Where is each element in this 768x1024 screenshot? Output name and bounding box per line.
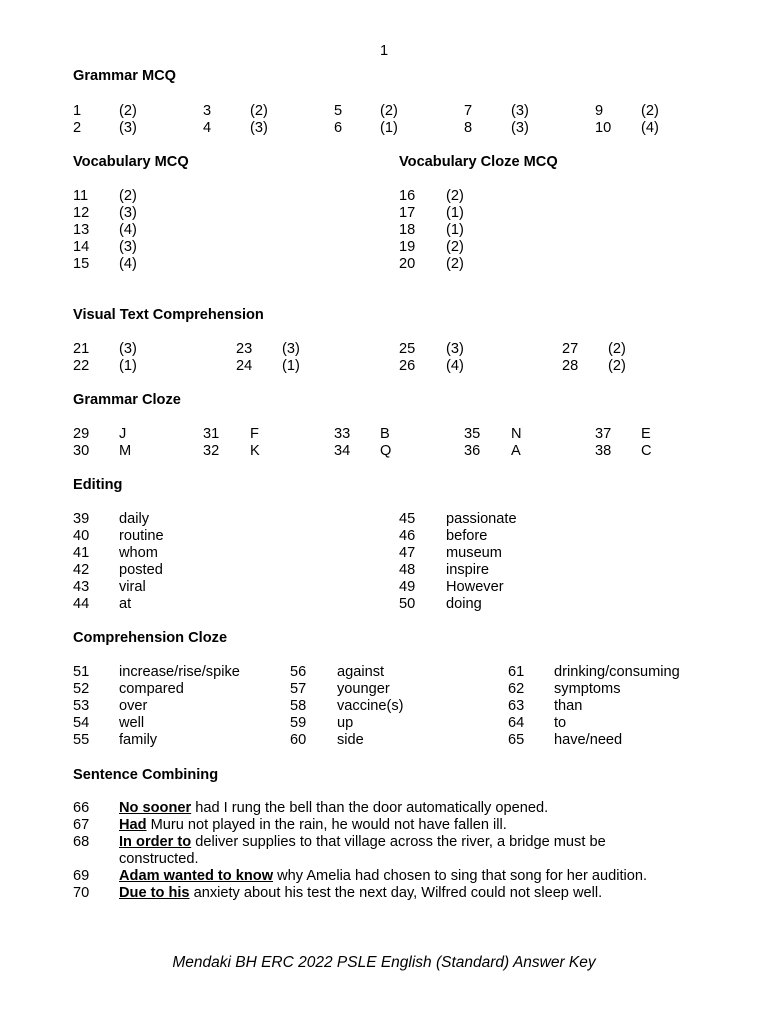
item-answer: J [119,426,127,442]
item-number: 19 [399,239,416,255]
item-number: 8 [464,120,473,136]
item-answer: vaccine(s) [337,698,404,714]
item-answer: (1) [446,222,464,238]
item-number: 69 [73,868,90,884]
item-number: 26 [399,358,416,374]
item-number: 61 [508,664,525,680]
item-number: 15 [73,256,90,272]
item-answer: F [250,426,259,442]
answer-rest: had I rung the bell than the door automatically opened. [191,800,549,816]
item-answer: side [337,732,364,748]
footer-title: Mendaki BH ERC 2022 PSLE English (Standard) Answer Key [172,954,596,971]
item-answer: K [250,443,260,459]
item-answer: (3) [511,103,529,119]
item-answer [119,800,548,817]
item-answer: over [119,698,148,714]
item-number: 36 [464,443,481,459]
item-answer: well [119,715,145,731]
item-answer: routine [119,528,164,544]
item-number: 55 [73,732,90,748]
item-answer: have/need [554,732,623,748]
item-number: 37 [595,426,612,442]
item-number: 2 [73,120,82,136]
item-answer: daily [119,511,150,527]
item-answer: (2) [119,103,137,119]
item-answer: (4) [119,222,137,238]
item-number: 47 [399,545,416,561]
item-number: 68 [73,834,90,850]
item-number: 12 [73,205,90,221]
item-number: 40 [73,528,90,544]
item-number: 24 [236,358,253,374]
answer-keyword: No sooner [119,800,192,816]
item-answer: family [119,732,158,748]
item-answer: M [119,443,132,459]
item-answer: (4) [641,120,659,136]
item-answer: younger [337,681,390,697]
item-number: 18 [399,222,416,238]
item-number: 13 [73,222,90,238]
section-title-grammar-cloze: Grammar Cloze [73,392,181,408]
item-answer: compared [119,681,184,697]
item-number: 14 [73,239,90,255]
item-answer: viral [119,579,146,595]
item-number: 70 [73,885,90,901]
item-answer: (2) [250,103,268,119]
item-number: 46 [399,528,416,544]
item-number: 56 [290,664,307,680]
answer-rest: anxiety about his test the next day, Wilfred could not sleep well. [189,885,603,901]
item-number: 9 [595,103,604,119]
item-answer: (3) [119,239,137,255]
item-answer: (4) [119,256,137,272]
answer-continuation: constructed. [119,851,199,867]
section-title-visual-text: Visual Text Comprehension [73,307,264,323]
item-answer: up [337,715,354,731]
item-answer: (3) [282,341,300,357]
item-answer: C [641,443,652,459]
item-number: 33 [334,426,351,442]
item-number: 60 [290,732,307,748]
item-answer: N [511,426,522,442]
section-title-vocabulary-mcq: Vocabulary MCQ [73,154,189,170]
item-answer: doing [446,596,482,612]
item-number: 7 [464,103,473,119]
item-answer [119,834,606,851]
item-answer [119,868,647,885]
item-answer: (3) [446,341,464,357]
item-answer: (1) [119,358,137,374]
item-number: 11 [73,188,89,204]
item-number: 27 [562,341,579,357]
item-answer: drinking/consuming [554,664,680,680]
item-number: 53 [73,698,90,714]
section-title-sentence-combining: Sentence Combining [73,767,219,783]
item-answer: increase/rise/spike [119,664,240,680]
item-number: 35 [464,426,481,442]
item-number: 65 [508,732,525,748]
item-number: 17 [399,205,416,221]
item-number: 51 [73,664,90,680]
item-number: 49 [399,579,416,595]
section-title-grammar-mcq: Grammar MCQ [73,68,176,84]
item-number: 64 [508,715,525,731]
item-number: 1 [73,103,82,119]
section-title-comprehension-cloze: Comprehension Cloze [73,630,228,646]
item-number: 21 [73,341,90,357]
answer-keyword: In order to [119,834,192,850]
item-number: 6 [334,120,343,136]
item-number: 62 [508,681,525,697]
item-answer: (2) [608,341,626,357]
page-number: 1 [379,43,389,59]
item-number: 32 [203,443,220,459]
item-number: 5 [334,103,343,119]
item-answer: whom [119,545,158,561]
item-number: 58 [290,698,307,714]
item-number: 3 [203,103,212,119]
item-number: 10 [595,120,612,136]
item-number: 59 [290,715,307,731]
item-number: 41 [73,545,90,561]
item-answer: passionate [446,511,517,527]
item-answer: (3) [511,120,529,136]
section-title-vocabulary-cloze-mcq: Vocabulary Cloze MCQ [399,154,558,170]
item-answer: (3) [250,120,268,136]
item-number: 43 [73,579,90,595]
section-title-editing: Editing [73,477,123,493]
item-number: 31 [203,426,220,442]
item-answer: (2) [608,358,626,374]
answer-rest: Muru not played in the rain, he would not have fallen ill. [146,817,507,833]
answer-keyword: Adam wanted to know [119,868,274,884]
item-number: 16 [399,188,416,204]
item-answer: posted [119,562,163,578]
item-number: 42 [73,562,90,578]
item-number: 34 [334,443,351,459]
item-number: 22 [73,358,90,374]
item-answer: than [554,698,583,714]
item-answer [119,817,507,834]
item-answer: (2) [446,256,464,272]
item-answer: (3) [119,341,137,357]
answer-keyword: Had [119,817,147,833]
item-number: 20 [399,256,416,272]
item-answer: A [511,443,521,459]
item-answer: (2) [119,188,137,204]
item-number: 52 [73,681,90,697]
item-number: 45 [399,511,416,527]
item-answer: E [641,426,651,442]
item-answer: (1) [380,120,398,136]
item-number: 30 [73,443,90,459]
item-answer: (3) [119,205,137,221]
item-number: 66 [73,800,90,816]
item-answer: at [119,596,132,612]
item-answer: B [380,426,390,442]
item-answer: (2) [446,239,464,255]
item-answer: (3) [119,120,137,136]
item-number: 38 [595,443,612,459]
item-answer: Q [380,443,392,459]
item-number: 54 [73,715,90,731]
item-number: 44 [73,596,90,612]
item-number: 25 [399,341,416,357]
item-answer [119,885,602,902]
item-number: 23 [236,341,253,357]
item-answer: symptoms [554,681,621,697]
answer-rest: why Amelia had chosen to sing that song for her audition. [273,868,648,884]
item-number: 63 [508,698,525,714]
item-number: 57 [290,681,307,697]
item-answer: museum [446,545,502,561]
item-answer: However [446,579,504,595]
answer-keyword: Due to his [119,885,190,901]
item-number: 28 [562,358,579,374]
answer-rest: deliver supplies to that village across the river, a bridge must be [191,834,606,850]
item-number: 67 [73,817,90,833]
item-answer: against [337,664,385,680]
item-answer: inspire [446,562,489,578]
item-number: 48 [399,562,416,578]
item-answer: before [446,528,488,544]
item-answer: (2) [380,103,398,119]
item-answer: (1) [282,358,300,374]
item-answer: to [554,715,567,731]
item-number: 29 [73,426,90,442]
item-number: 4 [203,120,212,136]
item-answer: (4) [446,358,464,374]
item-number: 50 [399,596,416,612]
item-answer: (2) [641,103,659,119]
item-number: 39 [73,511,90,527]
item-answer: (2) [446,188,464,204]
item-answer: (1) [446,205,464,221]
